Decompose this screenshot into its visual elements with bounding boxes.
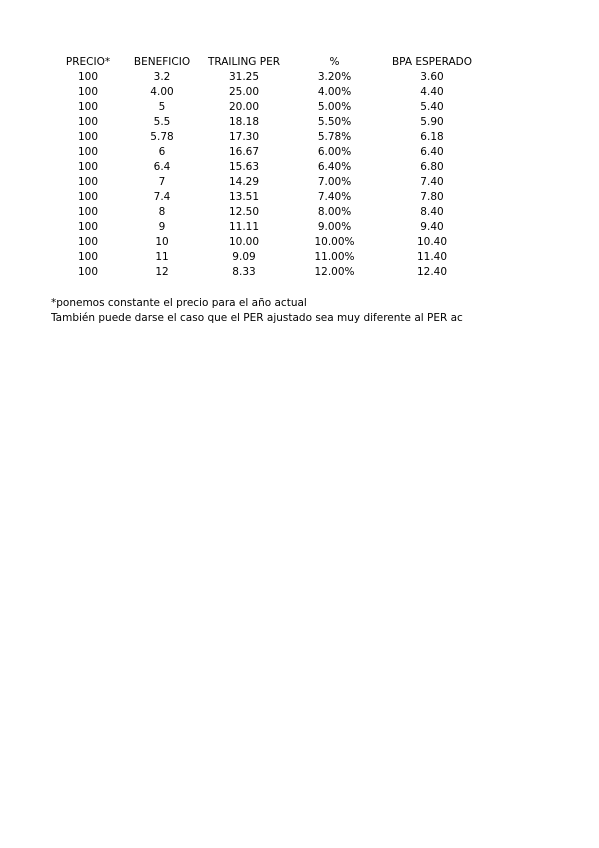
cell-trailing-per: 31.25 <box>228 71 260 83</box>
cell-precio: 100 <box>77 251 99 263</box>
cell-trailing-per: 12.50 <box>228 206 260 218</box>
cell-precio: 100 <box>77 236 99 248</box>
table-row <box>52 205 483 220</box>
cell-precio: 100 <box>77 191 99 203</box>
table-row <box>52 190 483 205</box>
table-row <box>52 265 483 280</box>
cell-percent: 8.00% <box>317 206 352 218</box>
cell-trailing-per: 15.63 <box>228 161 260 173</box>
cell-bpa-esperado: 11.40 <box>416 251 448 263</box>
cell-precio: 100 <box>77 101 99 113</box>
cell-beneficio: 5.78 <box>150 131 174 143</box>
cell-beneficio: 7 <box>158 176 166 188</box>
cell-bpa-esperado: 6.18 <box>420 131 444 143</box>
cell-percent: 12.00% <box>314 266 355 278</box>
cell-trailing-per: 13.51 <box>228 191 260 203</box>
cell-percent: 4.00% <box>317 86 352 98</box>
cell-bpa-esperado: 3.60 <box>420 71 444 83</box>
cell-beneficio: 6.4 <box>153 161 171 173</box>
cell-beneficio: 5.5 <box>153 116 171 128</box>
cell-precio: 100 <box>77 221 99 233</box>
cell-beneficio: 11 <box>155 251 169 263</box>
cell-precio: 100 <box>77 86 99 98</box>
cell-beneficio: 10 <box>155 236 169 248</box>
cell-precio: 100 <box>77 116 99 128</box>
cell-bpa-esperado: 12.40 <box>416 266 448 278</box>
cell-trailing-per: 14.29 <box>228 176 260 188</box>
cell-bpa-esperado: 8.40 <box>420 206 444 218</box>
table-row <box>52 130 483 145</box>
cell-bpa-esperado: 10.40 <box>416 236 448 248</box>
cell-percent: 6.00% <box>317 146 352 158</box>
cell-percent: 5.00% <box>317 101 352 113</box>
table-body <box>52 70 483 280</box>
table-row <box>52 115 483 130</box>
notes <box>51 296 484 326</box>
cell-trailing-per: 11.11 <box>228 221 260 233</box>
table-row <box>52 85 483 100</box>
cell-bpa-esperado: 4.40 <box>420 86 444 98</box>
header-beneficio: BENEFICIO <box>133 56 191 68</box>
header-percent: % <box>329 56 340 68</box>
table-row <box>52 160 483 175</box>
cell-precio: 100 <box>77 161 99 173</box>
data-table <box>52 55 483 280</box>
cell-trailing-per: 16.67 <box>228 146 260 158</box>
cell-bpa-esperado: 7.80 <box>420 191 444 203</box>
cell-trailing-per: 10.00 <box>228 236 260 248</box>
cell-beneficio: 8 <box>158 206 166 218</box>
cell-bpa-esperado: 5.90 <box>420 116 444 128</box>
cell-beneficio: 12 <box>155 266 169 278</box>
cell-beneficio: 7.4 <box>153 191 171 203</box>
cell-beneficio: 6 <box>158 146 166 158</box>
cell-bpa-esperado: 5.40 <box>420 101 444 113</box>
table-row <box>52 100 483 115</box>
cell-percent: 10.00% <box>314 236 355 248</box>
footnote-precio: *ponemos constante el precio para el año actual <box>51 297 307 309</box>
cell-percent: 5.50% <box>317 116 352 128</box>
note-per-ajustado: También puede darse el caso que el PER ajustado sea muy diferente al PER ac <box>51 312 463 324</box>
cell-trailing-per: 8.33 <box>232 266 256 278</box>
table-row <box>52 235 483 250</box>
cell-bpa-esperado: 9.40 <box>420 221 444 233</box>
cell-trailing-per: 20.00 <box>228 101 260 113</box>
cell-precio: 100 <box>77 146 99 158</box>
cell-trailing-per: 9.09 <box>232 251 256 263</box>
table-row <box>52 250 483 265</box>
cell-precio: 100 <box>77 71 99 83</box>
table-row <box>52 145 483 160</box>
cell-precio: 100 <box>77 176 99 188</box>
cell-trailing-per: 17.30 <box>228 131 260 143</box>
cell-precio: 100 <box>77 266 99 278</box>
header-bpa-esperado: BPA ESPERADO <box>391 56 473 68</box>
table-row <box>52 70 483 85</box>
cell-percent: 7.40% <box>317 191 352 203</box>
cell-percent: 6.40% <box>317 161 352 173</box>
cell-trailing-per: 25.00 <box>228 86 260 98</box>
cell-bpa-esperado: 6.80 <box>420 161 444 173</box>
cell-bpa-esperado: 6.40 <box>420 146 444 158</box>
cell-trailing-per: 18.18 <box>228 116 260 128</box>
cell-percent: 11.00% <box>314 251 355 263</box>
header-precio: PRECIO* <box>65 56 111 68</box>
table-row <box>52 175 483 190</box>
cell-precio: 100 <box>77 206 99 218</box>
header-row <box>52 55 483 70</box>
cell-precio: 100 <box>77 131 99 143</box>
cell-percent: 9.00% <box>317 221 352 233</box>
table-row <box>52 220 483 235</box>
cell-percent: 5.78% <box>317 131 352 143</box>
header-trailing-per: TRAILING PER <box>207 56 281 68</box>
cell-beneficio: 3.2 <box>153 71 171 83</box>
cell-beneficio: 4.00 <box>150 86 174 98</box>
cell-beneficio: 9 <box>158 221 166 233</box>
cell-percent: 3.20% <box>317 71 352 83</box>
cell-beneficio: 5 <box>158 101 166 113</box>
cell-percent: 7.00% <box>317 176 352 188</box>
cell-bpa-esperado: 7.40 <box>420 176 444 188</box>
